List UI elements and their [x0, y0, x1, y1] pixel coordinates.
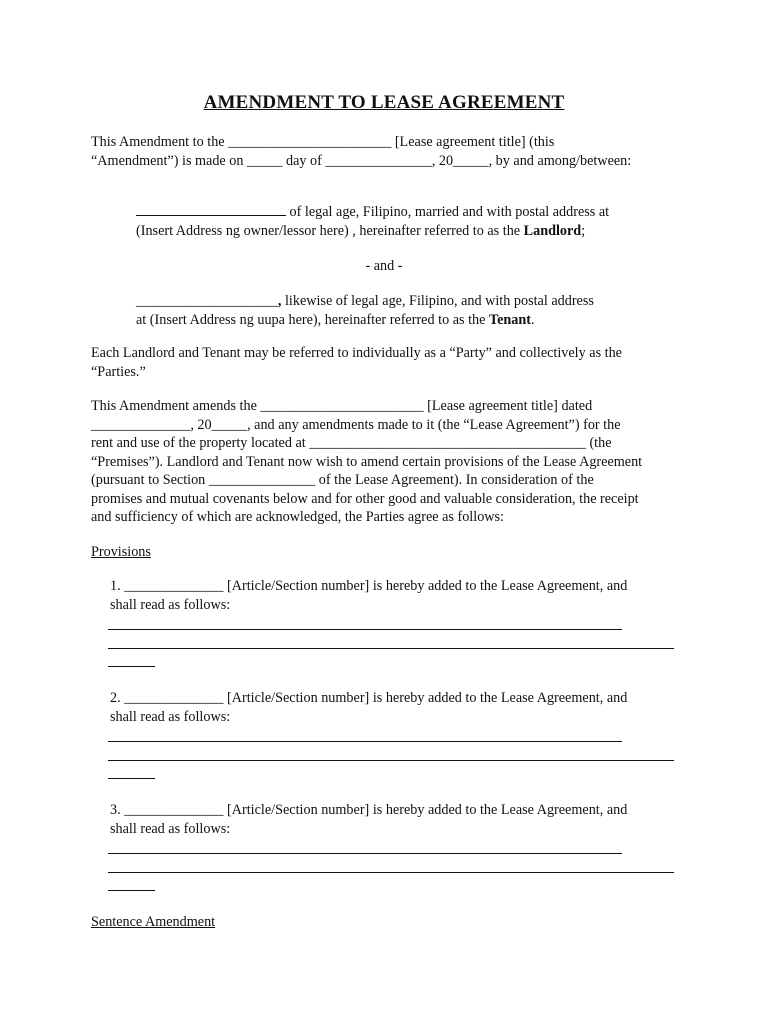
parties-paragraph [91, 344, 622, 381]
intro-line-2: “Amendment”) is made on _____ day of _______________, 20_____, by and among/between: [91, 152, 632, 169]
landlord-line-2 [136, 222, 609, 241]
provision-2-fill-line-2[interactable] [108, 760, 674, 761]
provision-item-2 [110, 689, 627, 726]
provision-1-line-2: shall read as follows: [110, 596, 231, 613]
parties-line-2: “Parties.” [91, 363, 146, 380]
amends-line-1: This Amendment amends the _______________________ [Lease agreement title] dated [91, 398, 593, 414]
landlord-line-1 [136, 203, 609, 222]
tenant-paragraph [136, 292, 594, 329]
amends-paragraph [91, 397, 642, 527]
tenant-line-2-text: at (Insert Address ng uupa here), hereinafter referred to as the [136, 311, 489, 328]
tenant-line-2 [136, 311, 594, 330]
amends-line-5: (pursuant to Section _______________ of the Lease Agreement). In consideration of the [91, 472, 594, 488]
tenant-line-1 [136, 292, 594, 311]
provision-1-fill-line-3[interactable] [108, 666, 155, 667]
amends-line-6: promises and mutual covenants below and for other good and valuable consideration, the receipt [91, 490, 639, 507]
sentence-amendment-heading: Sentence Amendment [91, 914, 216, 930]
intro-line-1: This Amendment to the _______________________ [Lease agreement title] (this [91, 134, 555, 150]
tenant-name-blank[interactable]: ____________________ [136, 293, 278, 309]
provision-1-fill-line-1[interactable] [108, 629, 622, 630]
amends-line-7: and sufficiency of which are acknowledged, the Parties agree as follows: [91, 509, 504, 525]
landlord-paragraph [136, 203, 609, 240]
document-title: AMENDMENT TO LEASE AGREEMENT [203, 92, 565, 113]
landlord-name-blank[interactable] [136, 203, 286, 216]
amends-line-4: “Premises”). Landlord and Tenant now wish to amend certain provisions of the Lease Agreement [91, 453, 643, 470]
provision-3-line-1: 3. ______________ [Article/Section number] is hereby added to the Lease Agreement, and [110, 802, 628, 818]
landlord-line-2-end: ; [581, 222, 586, 239]
provisions-heading: Provisions [91, 544, 151, 560]
and-separator: - and - [365, 258, 403, 274]
provision-3-fill-line-1[interactable] [108, 853, 622, 854]
provision-2-fill-line-3[interactable] [108, 778, 155, 779]
provision-1-fill-line-2[interactable] [108, 648, 674, 649]
provision-2-fill-line-1[interactable] [108, 741, 622, 742]
landlord-line-2-text: (Insert Address ng owner/lessor here) , hereinafter referred to as the [136, 222, 524, 239]
parties-line-1: Each Landlord and Tenant may be referred to individually as a “Party” and collectively as the [91, 345, 622, 361]
provision-item-3 [110, 801, 627, 838]
amends-line-3: rent and use of the property located at _______________________________________ (the [91, 435, 612, 451]
landlord-line-1-text: of legal age, Filipino, married and with postal address at [286, 204, 610, 220]
tenant-label: Tenant [488, 311, 532, 328]
amends-line-2: ______________, 20_____, and any amendments made to it (the “Lease Agreement”) for the [91, 416, 621, 433]
provision-2-line-2: shall read as follows: [110, 708, 231, 725]
provision-3-fill-line-3[interactable] [108, 890, 155, 891]
provision-1-line-1: 1. ______________ [Article/Section number] is hereby added to the Lease Agreement, and [110, 578, 628, 594]
provision-3-fill-line-2[interactable] [108, 872, 674, 873]
intro-paragraph [91, 133, 631, 170]
provision-2-line-1: 2. ______________ [Article/Section number] is hereby added to the Lease Agreement, and [110, 690, 628, 706]
tenant-comma: , [277, 293, 282, 309]
provision-3-line-2: shall read as follows: [110, 820, 231, 837]
provision-item-1 [110, 577, 627, 614]
tenant-line-2-end: . [531, 311, 535, 328]
landlord-label: Landlord [523, 222, 582, 239]
tenant-line-1-text: likewise of legal age, Filipino, and with postal address [281, 293, 594, 309]
